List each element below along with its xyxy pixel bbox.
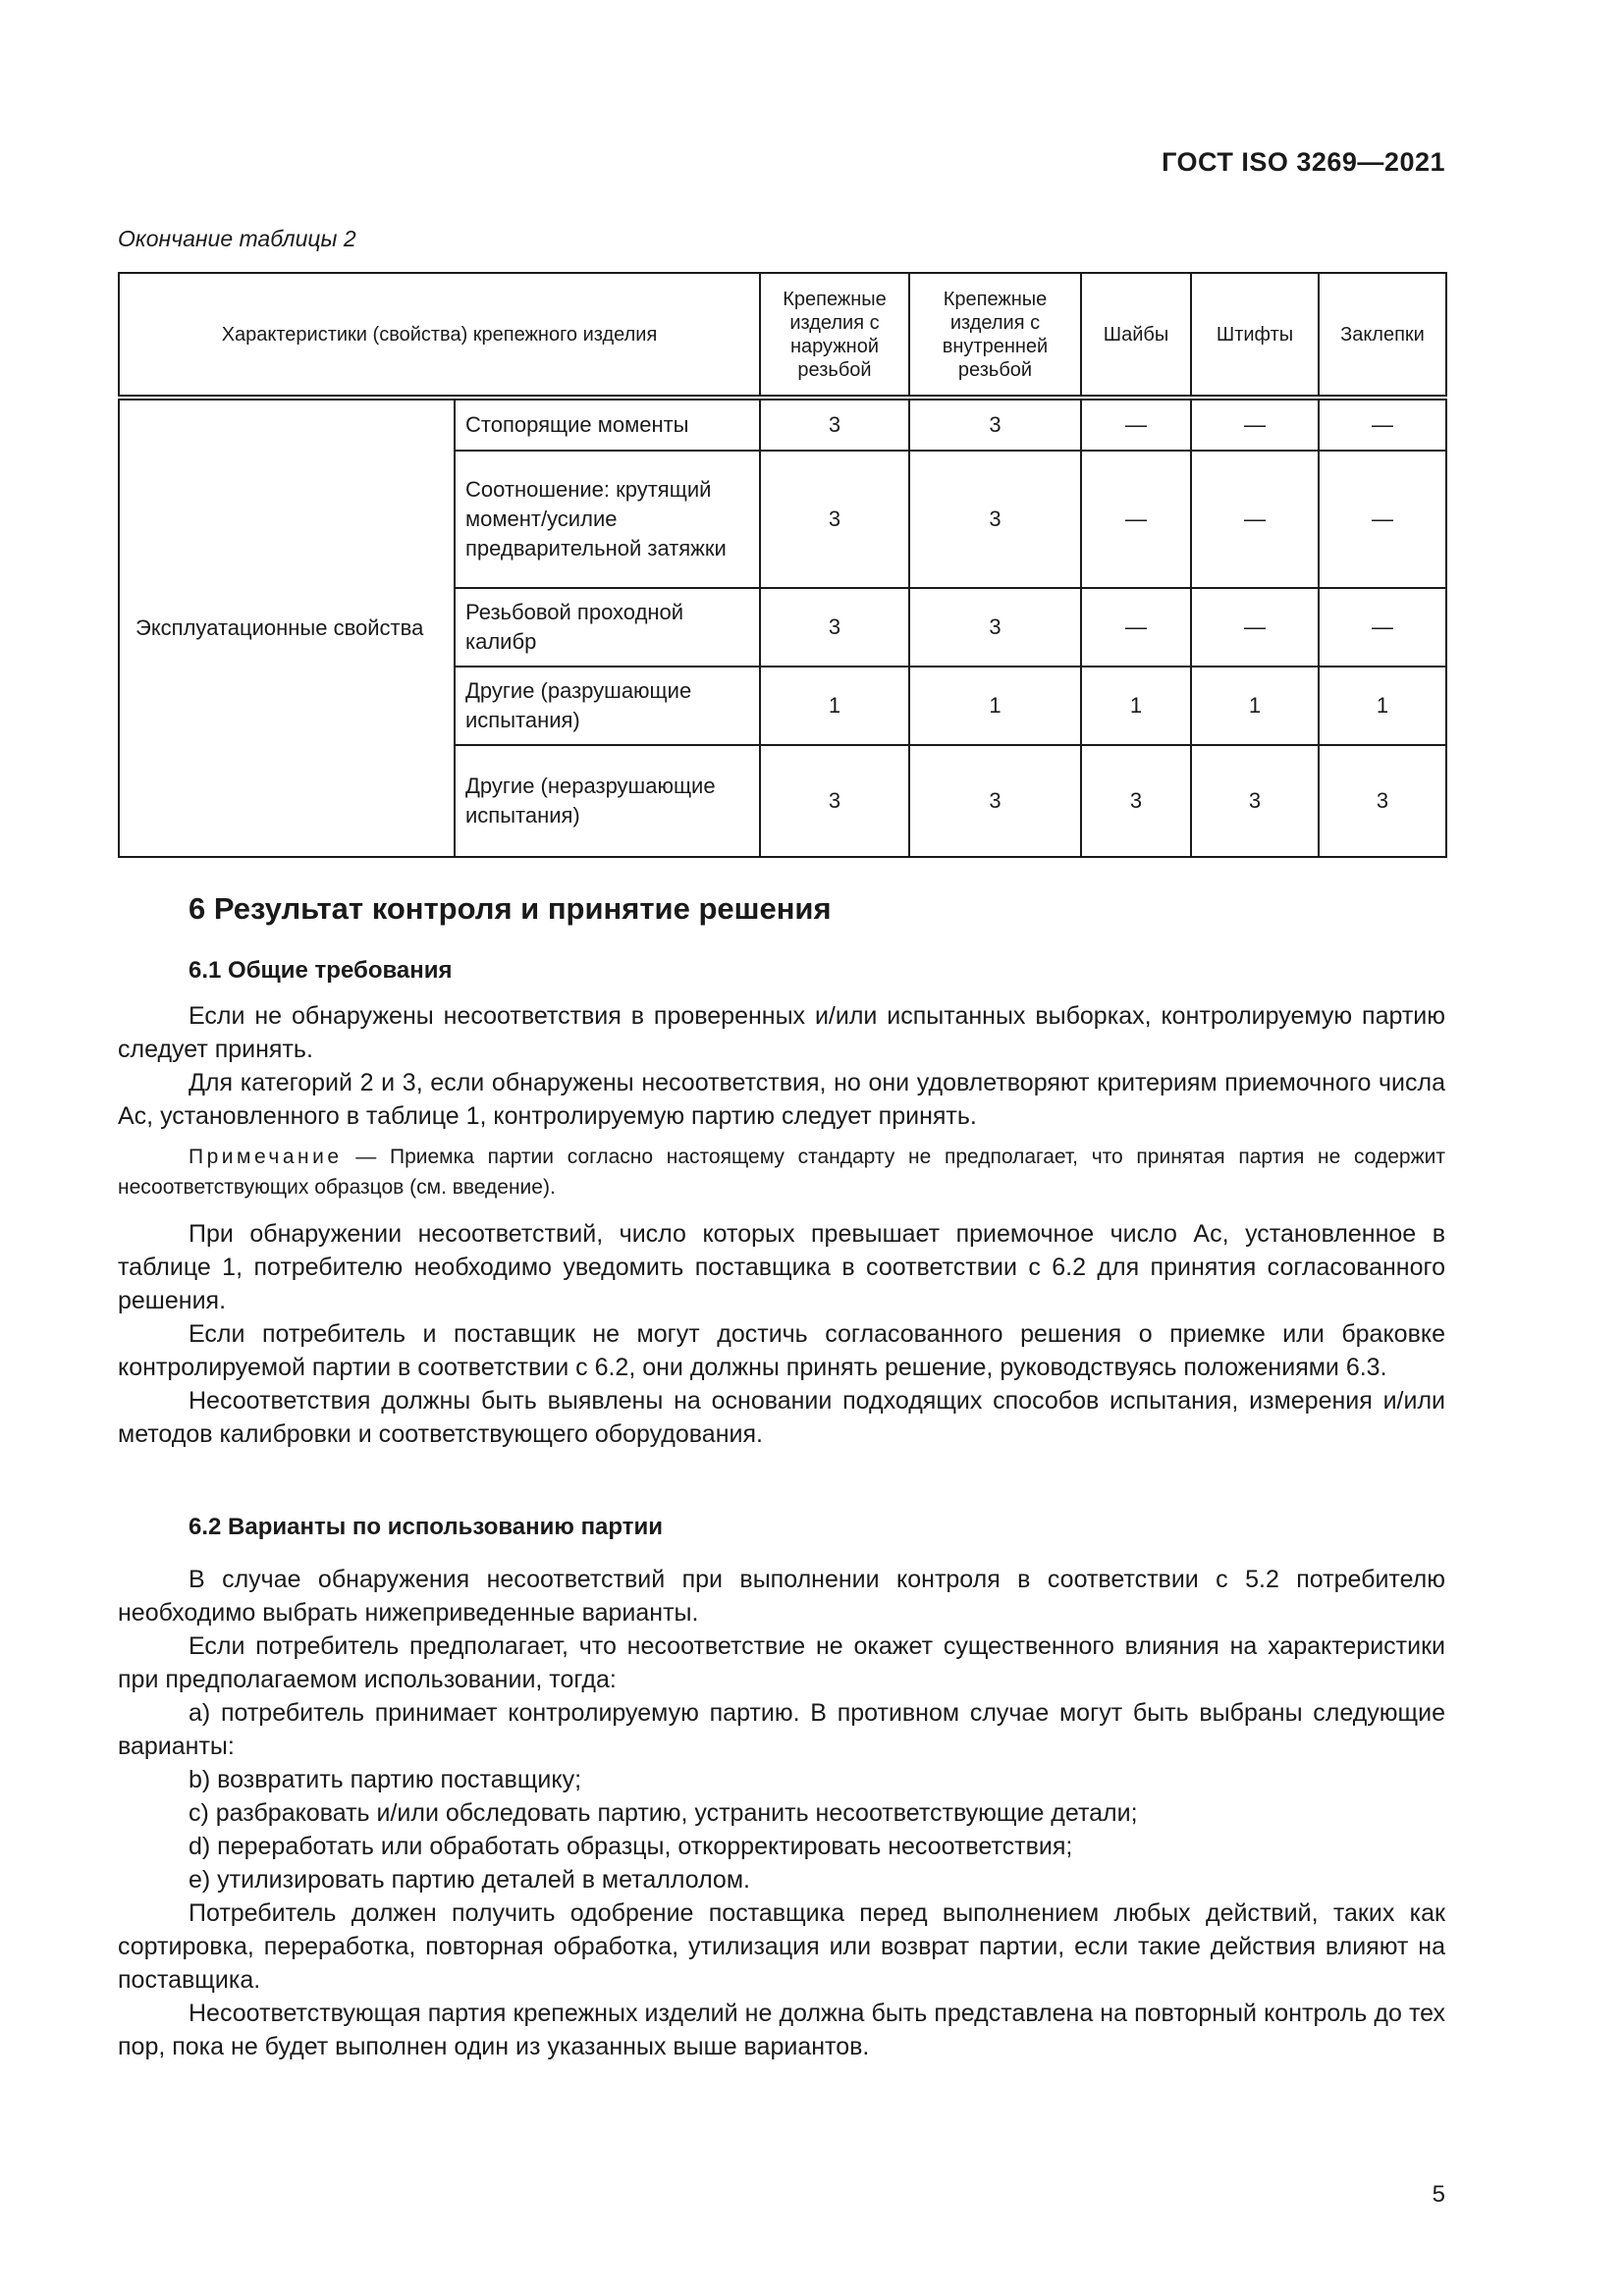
cell-value: 3 (760, 451, 909, 588)
list-item: b) возвратить партию поставщику; (189, 1766, 582, 1793)
paragraph: Несоответствия должны быть выявлены на основании подходящих способов испытания, измерения и/или методов калибровки и соответствующего оборудования. (118, 1387, 1445, 1448)
cell-value: — (1191, 398, 1319, 451)
note-label: Примечание (189, 1146, 343, 1168)
cell-value: — (1081, 451, 1191, 588)
cell-value: 3 (909, 745, 1081, 857)
header-rivets: Заклепки (1319, 273, 1446, 398)
cell-value: 1 (1081, 667, 1191, 745)
cell-value: 1 (909, 667, 1081, 745)
standard-id: ГОСТ ISO 3269—2021 (1162, 147, 1445, 177)
row-feature: Соотношение: крутящий момент/усилие предварительной затяжки (455, 451, 760, 588)
cell-value: 3 (1081, 745, 1191, 857)
cell-value: 3 (909, 398, 1081, 451)
cell-value: 3 (760, 588, 909, 667)
section-6-2 (118, 1514, 1445, 2063)
section-6-heading-block (118, 891, 1445, 927)
cell-value: — (1319, 451, 1446, 588)
paragraph: Если потребитель предполагает, что несоответствие не окажет существенного влияния на характеристики при предполагаемом использовании, тогда: (118, 1632, 1445, 1693)
header-characteristics: Характеристики (свойства) крепежного изделия (119, 273, 760, 398)
cell-value: — (1081, 398, 1191, 451)
section-6-2-title: 6.2 Варианты по использованию партии (189, 1514, 664, 1540)
cell-value: 1 (760, 667, 909, 745)
page-number: 5 (1432, 2181, 1445, 2208)
row-feature: Другие (разрушающие испытания) (455, 667, 760, 745)
cell-value: — (1319, 588, 1446, 667)
header-pins: Штифты (1191, 273, 1319, 398)
note (118, 1142, 1445, 1202)
section-6-title: 6 Результат контроля и принятие решения (189, 891, 832, 926)
cell-value: — (1191, 451, 1319, 588)
list-item: e) утилизировать партию деталей в металлолом. (189, 1866, 750, 1894)
cell-value: — (1081, 588, 1191, 667)
header-internal-thread: Крепежные изделия с внутренней резьбой (909, 273, 1081, 398)
cell-value: 1 (1319, 667, 1446, 745)
paragraph: В случае обнаружения несоответствий при выполнении контроля в соответствии с 5.2 потребителю необходимо выбрать нижеприведенные варианты. (118, 1566, 1445, 1627)
paragraph: Несоответствующая партия крепежных изделий не должна быть представлена на повторный контроль до тех пор, пока не будет выполнен один из указанных выше вариантов. (118, 2000, 1445, 2060)
section-6-1-title: 6.1 Общие требования (189, 957, 453, 984)
table-row (119, 398, 1446, 451)
section-6-1 (118, 957, 1445, 1451)
header-washers: Шайбы (1081, 273, 1191, 398)
list-item: c) разбраковать и/или обследовать партию, устранить несоответствующие детали; (189, 1799, 1138, 1827)
cell-value: 3 (760, 745, 909, 857)
cell-value: 3 (909, 451, 1081, 588)
cell-value: 3 (909, 588, 1081, 667)
note-text: — Приемка партии согласно настоящему стандарту не предполагает, что принятая партия не содержит несоответствующих образцов (см. введение). (118, 1146, 1445, 1199)
table-header-row (119, 273, 1446, 398)
list-item: a) потребитель принимает контролируемую партию. В противном случае могут быть выбраны следующие варианты: (118, 1699, 1445, 1760)
paragraph: Для категорий 2 и 3, если обнаружены несоответствия, но они удовлетворяют критериям приемочного числа Ас, установленного в таблице 1, контролируемую партию следует принять. (118, 1069, 1445, 1130)
cell-value: — (1191, 588, 1319, 667)
cell-value: 3 (1191, 745, 1319, 857)
header-external-thread: Крепежные изделия с наружной резьбой (760, 273, 909, 398)
row-feature: Резьбовой проходной калибр (455, 588, 760, 667)
row-feature: Другие (неразрушающие испытания) (455, 745, 760, 857)
paragraph: Если не обнаружены несоответствия в проверенных и/или испытанных выборках, контролируемую партию следует принять. (118, 1002, 1445, 1063)
cell-value: 3 (760, 398, 909, 451)
cell-value: 1 (1191, 667, 1319, 745)
paragraph: Потребитель должен получить одобрение поставщика перед выполнением любых действий, таких как сортировка, переработка, повторная обработка, утилизация или возврат партии, если такие действия влияют на поставщика. (118, 1899, 1445, 1994)
table-caption: Окончание таблицы 2 (118, 226, 356, 251)
row-feature: Стопорящие моменты (455, 398, 760, 451)
list-item: d) переработать или обработать образцы, откорректировать несоответствия; (189, 1833, 1073, 1860)
cell-value: — (1319, 398, 1446, 451)
cell-value: 3 (1319, 745, 1446, 857)
group-label: Эксплуатационные свойства (119, 398, 455, 857)
paragraph: При обнаружении несоответствий, число которых превышает приемочное число Ас, установленное в таблице 1, потребителю необходимо уведомить поставщика в соответствии с 6.2 для принятия согласованного решения. (118, 1220, 1445, 1314)
paragraph: Если потребитель и поставщик не могут достичь согласованного решения о приемке или браковке контролируемой партии в соответствии с 6.2, они должны принять решение, руководствуясь положениями 6.3. (118, 1320, 1445, 1381)
table-2 (118, 272, 1447, 858)
